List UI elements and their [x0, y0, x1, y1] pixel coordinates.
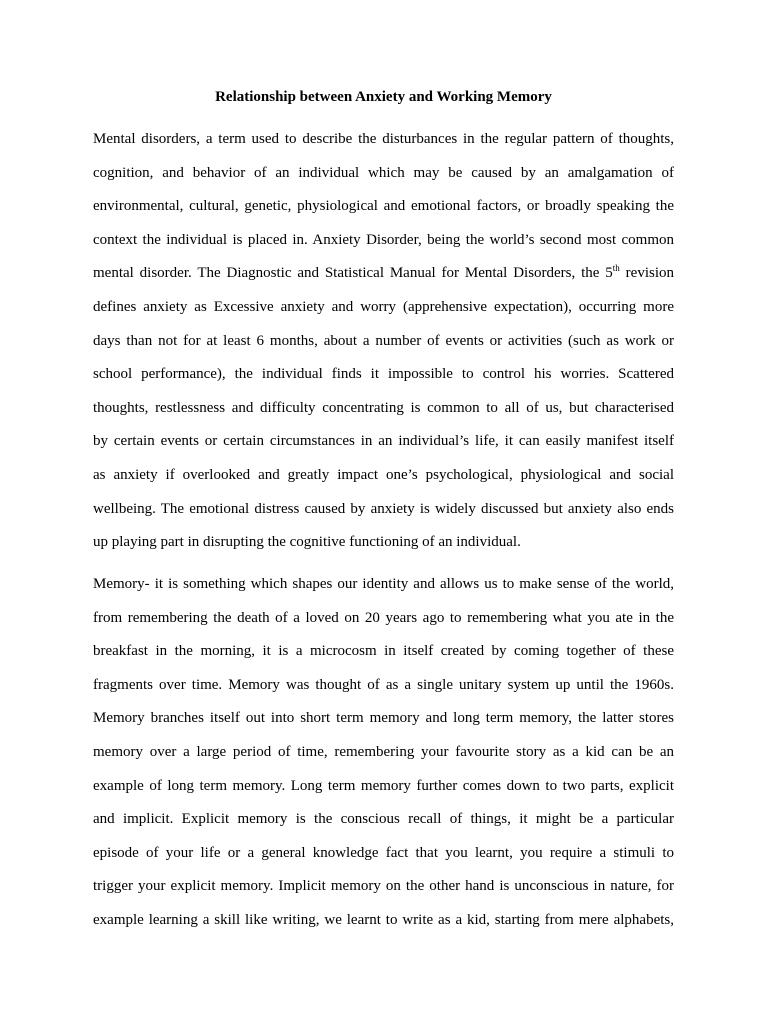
paragraph-line: Memory branches itself out into short term memory and long term memory, the latter stores	[93, 710, 674, 727]
line-text: mental disorder. The Diagnostic and Statistical Manual for Mental Disorders, the 5	[93, 265, 613, 282]
paragraph-line: Mental disorders, a term used to describe the disturbances in the regular pattern of thoughts,	[93, 131, 674, 147]
superscript: th	[612, 263, 620, 274]
paragraph-line: breakfast in the morning, it is a microcosm in itself created by coming together of these	[93, 643, 674, 660]
paragraph-line: fragments over time. Memory was thought of as a single unitary system up until the 1960s.	[93, 676, 674, 693]
paragraph-memory	[93, 568, 674, 938]
paragraph-line: episode of your life or a general knowledge fact that you learnt, you require a stimuli to	[93, 844, 674, 861]
paragraph-line: as anxiety if overlooked and greatly impact one’s psychological, physiological and social	[93, 466, 674, 483]
line-text-suffix: revision	[619, 265, 674, 282]
paragraph-line: days than not for at least 6 months, about a number of events or activities (such as work or	[93, 332, 674, 349]
paragraph-line: up playing part in disrupting the cognitive functioning of an individual.	[93, 534, 521, 551]
paragraph-line: by certain events or certain circumstances in an individual’s life, it can easily manifest itself	[93, 433, 674, 450]
paragraph-line: example of long term memory. Long term memory further comes down to two parts, explicit	[93, 777, 674, 794]
paragraph-anxiety	[93, 123, 674, 560]
paragraph-line: wellbeing. The emotional distress caused by anxiety is widely discussed but anxiety also ends	[93, 500, 674, 517]
paragraph-line: environmental, cultural, genetic, physiological and emotional factors, or broadly speaking the	[93, 198, 674, 215]
paragraph-line: example learning a skill like writing, we learnt to write as a kid, starting from mere alphabets,	[93, 911, 674, 928]
paragraph-line: context the individual is placed in. Anxiety Disorder, being the world’s second most common	[93, 231, 674, 248]
paragraph-line: cognition, and behavior of an individual which may be caused by an amalgamation of	[93, 164, 674, 181]
paragraph-line: Memory- it is something which shapes our identity and allows us to make sense of the world,	[93, 576, 674, 592]
paragraph-line-with-superscript	[93, 257, 674, 291]
document-title: Relationship between Anxiety and Working Memory	[215, 89, 552, 105]
paragraph-line: from remembering the death of a loved on 20 years ago to remembering what you ate in the	[93, 609, 674, 626]
paragraph-line: memory over a large period of time, remembering your favourite story as a kid can be an	[93, 743, 674, 760]
paragraph-line: and implicit. Explicit memory is the conscious recall of things, it might be a particular	[93, 811, 674, 828]
paragraph-line: trigger your explicit memory. Implicit memory on the other hand is unconscious in nature, for	[93, 878, 674, 895]
paragraph-line: school performance), the individual finds it impossible to control his worries. Scattered	[93, 366, 674, 383]
paragraph-line: defines anxiety as Excessive anxiety and worry (apprehensive expectation), occurring more	[93, 298, 674, 315]
paragraph-line: thoughts, restlessness and difficulty concentrating is common to all of us, but characterised	[93, 399, 674, 416]
